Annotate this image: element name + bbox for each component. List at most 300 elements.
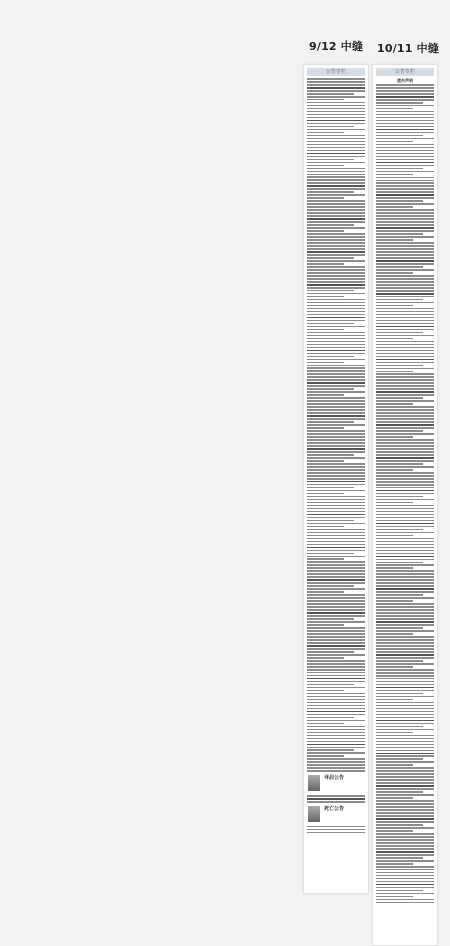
text-line [376, 502, 413, 504]
text-line [376, 803, 434, 805]
text-line [376, 412, 434, 414]
text-line [307, 359, 365, 361]
text-line [376, 499, 434, 501]
text-line [307, 448, 365, 450]
text-line [307, 744, 365, 746]
text-line [307, 564, 365, 566]
text-line [307, 532, 365, 534]
notice-missing-person [304, 775, 368, 795]
text-line [307, 654, 365, 656]
text-line [307, 451, 365, 453]
text-line [307, 770, 365, 772]
text-line [307, 78, 365, 80]
text-line [307, 388, 354, 390]
text-line [307, 200, 365, 202]
text-line [376, 400, 434, 402]
text-line [307, 311, 365, 313]
text-line [376, 559, 434, 561]
text-line [307, 758, 365, 760]
text-line [307, 535, 365, 537]
text-line [376, 612, 434, 614]
text-line [307, 621, 365, 623]
text-line [307, 341, 365, 343]
text-line [376, 779, 434, 781]
text-line [307, 162, 365, 164]
text-line [307, 156, 365, 158]
text-line [376, 326, 434, 328]
text-line [376, 866, 434, 868]
text-line [307, 553, 354, 555]
text-line [307, 427, 344, 429]
text-line [307, 373, 365, 375]
text-line [376, 505, 434, 507]
text-line [307, 767, 365, 769]
text-line [376, 102, 423, 104]
text-line [376, 469, 413, 471]
text-line [376, 442, 434, 444]
text-line [307, 278, 365, 280]
text-line [376, 371, 413, 373]
text-line [376, 311, 434, 313]
text-line [307, 651, 354, 653]
text-line [376, 663, 434, 665]
text-line [307, 93, 354, 95]
text-line [376, 821, 434, 823]
text-line [307, 594, 365, 596]
text-line [307, 430, 365, 432]
text-line [376, 203, 434, 205]
text-line [307, 669, 365, 671]
text-line [376, 535, 413, 537]
text-line [307, 194, 365, 196]
text-line [307, 550, 365, 552]
text-line [307, 174, 365, 176]
right-column-subheader: 遗失声明 [397, 78, 413, 83]
text-line [307, 275, 365, 277]
text-line [376, 606, 434, 608]
text-line [307, 362, 344, 364]
text-line [307, 648, 365, 650]
text-line [307, 657, 344, 659]
text-line [307, 729, 365, 731]
text-line [376, 382, 434, 384]
text-line [376, 720, 434, 722]
text-line [307, 224, 354, 226]
text-line [376, 547, 434, 549]
text-line [307, 460, 344, 462]
text-line [307, 514, 365, 516]
text-line [307, 293, 365, 295]
text-line [307, 424, 365, 426]
text-line [376, 317, 434, 319]
text-line [376, 690, 434, 692]
text-line [307, 400, 365, 402]
text-line [376, 591, 434, 593]
text-line [307, 171, 365, 173]
text-line [376, 490, 434, 492]
text-line [307, 457, 365, 459]
text-line [307, 105, 365, 107]
text-line [307, 323, 354, 325]
text-line [307, 660, 365, 662]
text-line [376, 266, 423, 268]
text-line [376, 839, 434, 841]
text-line [307, 561, 365, 563]
text-line [376, 797, 413, 799]
text-line [307, 123, 365, 125]
text-line [376, 556, 434, 558]
text-line [376, 666, 413, 668]
text-line [376, 475, 434, 477]
text-line [307, 526, 344, 528]
text-line [307, 188, 365, 190]
text-line [307, 544, 365, 546]
text-line [376, 341, 434, 343]
left-column-page [303, 64, 369, 894]
text-line [376, 168, 423, 170]
text-line [376, 657, 434, 659]
text-line [307, 832, 365, 834]
text-line [376, 263, 434, 265]
text-line [376, 147, 434, 149]
text-line [307, 597, 365, 599]
text-line [307, 454, 354, 456]
text-line [307, 603, 365, 605]
text-line [376, 296, 434, 298]
left-text-body [304, 78, 368, 772]
text-line [376, 105, 434, 107]
text-line [307, 287, 365, 289]
text-line [376, 639, 434, 641]
text-line [307, 499, 365, 501]
right-column-header: 公告专栏 [376, 68, 434, 76]
text-line [307, 218, 365, 220]
text-line [307, 714, 365, 716]
text-line [376, 93, 434, 95]
text-line [376, 809, 434, 811]
text-line [307, 165, 344, 167]
text-line [307, 484, 365, 486]
text-line [307, 609, 365, 611]
notice-photo [308, 775, 320, 791]
text-line [376, 376, 434, 378]
text-line [307, 245, 365, 247]
text-line [307, 365, 365, 367]
text-line [376, 260, 434, 262]
text-line [307, 523, 365, 525]
text-line [376, 609, 434, 611]
text-line [376, 878, 434, 880]
text-line [307, 299, 365, 301]
text-line [376, 812, 434, 814]
text-line [376, 153, 434, 155]
text-line [376, 287, 434, 289]
text-line [376, 218, 434, 220]
text-line [307, 233, 365, 235]
text-line [307, 511, 365, 513]
text-line [376, 99, 434, 101]
text-line [307, 302, 365, 304]
text-line [307, 573, 365, 575]
text-line [376, 227, 434, 229]
text-line [307, 755, 344, 757]
text-line [307, 406, 365, 408]
text-line [376, 406, 434, 408]
text-line [376, 735, 434, 737]
text-line [376, 544, 434, 546]
text-line [376, 603, 434, 605]
text-line [376, 836, 434, 838]
text-line [376, 90, 434, 92]
text-line [376, 854, 434, 856]
text-line [376, 761, 434, 763]
text-line [307, 367, 365, 369]
text-line [376, 755, 434, 757]
text-line [307, 415, 365, 417]
text-line [376, 117, 434, 119]
text-line [307, 684, 354, 686]
text-line [376, 585, 434, 587]
text-line [307, 678, 365, 680]
text-line [307, 481, 365, 483]
text-line [376, 600, 413, 602]
text-line [376, 729, 434, 731]
text-line [307, 579, 365, 581]
text-line [376, 356, 434, 358]
text-line [307, 747, 365, 749]
text-line [376, 332, 423, 334]
text-line [307, 257, 354, 259]
text-line [376, 409, 434, 411]
text-line [307, 439, 365, 441]
text-line [376, 711, 434, 713]
text-line [307, 466, 365, 468]
text-line [376, 508, 434, 510]
text-line [307, 141, 365, 143]
text-line [307, 138, 365, 140]
notice-title: 死亡公告 [324, 805, 345, 812]
text-line [307, 749, 354, 751]
text-line [307, 505, 365, 507]
text-line [307, 445, 365, 447]
text-line [376, 114, 434, 116]
text-line [376, 487, 434, 489]
text-line [376, 788, 434, 790]
text-line [376, 678, 434, 680]
text-line [307, 260, 365, 262]
text-line [376, 185, 434, 187]
notice-death [304, 806, 368, 826]
text-line [307, 168, 365, 170]
text-line [376, 741, 434, 743]
text-line [376, 233, 423, 235]
text-line [307, 529, 365, 531]
text-line [376, 284, 434, 286]
text-line [376, 732, 413, 734]
text-line [307, 347, 365, 349]
text-line [307, 251, 365, 253]
text-line [376, 708, 434, 710]
text-line [376, 329, 434, 331]
text-line [307, 612, 365, 614]
text-line [307, 221, 365, 223]
left-column-header: 公告专栏 [307, 68, 365, 76]
text-line [307, 633, 365, 635]
text-line [307, 290, 354, 292]
text-line [376, 791, 423, 793]
text-line [307, 84, 365, 86]
text-line [307, 558, 344, 560]
text-line [376, 353, 434, 355]
text-line [307, 239, 365, 241]
text-line [376, 624, 434, 626]
text-line [376, 451, 434, 453]
text-line [376, 738, 434, 740]
text-line [376, 484, 434, 486]
text-line [376, 144, 434, 146]
text-line [376, 388, 434, 390]
text-line [376, 845, 434, 847]
text-line [376, 869, 434, 871]
text-line [376, 636, 434, 638]
text-line [307, 732, 365, 734]
text-line [376, 242, 434, 244]
text-line [307, 308, 365, 310]
text-line [376, 848, 434, 850]
text-line [376, 150, 434, 152]
text-line [376, 758, 423, 760]
text-line [376, 511, 434, 513]
text-line [307, 153, 365, 155]
text-line [307, 801, 365, 803]
text-line [307, 159, 354, 161]
text-line [307, 624, 344, 626]
text-line [307, 496, 365, 498]
text-line [307, 672, 365, 674]
text-line [376, 379, 434, 381]
text-line [376, 365, 423, 367]
text-line [376, 564, 434, 566]
text-line [307, 752, 365, 754]
text-line [376, 314, 434, 316]
text-line [376, 541, 434, 543]
text-line [376, 529, 423, 531]
text-line [307, 795, 365, 797]
text-line [307, 403, 365, 405]
text-line [376, 448, 434, 450]
text-line [376, 275, 434, 277]
text-line [376, 460, 434, 462]
text-line [307, 508, 365, 510]
text-line [307, 314, 365, 316]
text-line [376, 875, 434, 877]
text-line [307, 305, 365, 307]
text-line [376, 138, 434, 140]
text-line [307, 741, 365, 743]
text-line [376, 582, 434, 584]
text-line [376, 212, 434, 214]
text-line [376, 230, 434, 232]
text-line [307, 206, 365, 208]
text-line [376, 860, 434, 862]
text-line [376, 824, 423, 826]
text-line [307, 666, 365, 668]
text-line [376, 553, 434, 555]
text-line [376, 344, 434, 346]
text-line [376, 293, 434, 295]
text-line [376, 87, 434, 89]
text-line [376, 305, 413, 307]
text-line [307, 269, 365, 271]
text-line [376, 350, 434, 352]
text-line [376, 693, 423, 695]
text-line [307, 99, 344, 101]
text-line [376, 188, 434, 190]
text-line [376, 660, 423, 662]
text-line [376, 302, 434, 304]
text-line [307, 394, 344, 396]
text-line [307, 120, 365, 122]
text-line [376, 281, 434, 283]
text-line [307, 114, 365, 116]
text-line [376, 902, 434, 904]
text-line [307, 591, 344, 593]
text-line [376, 893, 434, 895]
text-line [307, 493, 344, 495]
text-line [307, 320, 365, 322]
text-line [376, 642, 434, 644]
text-line [376, 705, 434, 707]
text-line [376, 224, 434, 226]
text-line [376, 424, 434, 426]
text-line [307, 284, 365, 286]
text-line [376, 197, 434, 199]
text-line [307, 570, 365, 572]
text-line [376, 418, 434, 420]
text-line [376, 615, 434, 617]
text-line [307, 699, 365, 701]
text-line [307, 296, 344, 298]
text-line [376, 194, 434, 196]
text-line [376, 851, 434, 853]
text-line [376, 514, 434, 516]
text-line [376, 165, 434, 167]
text-line [307, 761, 365, 763]
text-line [307, 382, 365, 384]
text-line [376, 126, 434, 128]
text-line [376, 120, 434, 122]
text-line [376, 338, 413, 340]
text-line [376, 385, 434, 387]
text-line [307, 81, 365, 83]
text-line [376, 359, 434, 361]
text-line [376, 896, 413, 898]
text-line [376, 373, 434, 375]
text-line [376, 726, 423, 728]
text-line [376, 597, 434, 599]
text-line [307, 418, 365, 420]
text-line [307, 469, 365, 471]
text-line [376, 394, 434, 396]
text-line [376, 567, 413, 569]
text-line [376, 430, 423, 432]
text-line [376, 278, 434, 280]
text-line [307, 606, 365, 608]
text-line [376, 579, 434, 581]
text-line [307, 385, 365, 387]
text-line [307, 350, 365, 352]
text-line [376, 806, 434, 808]
